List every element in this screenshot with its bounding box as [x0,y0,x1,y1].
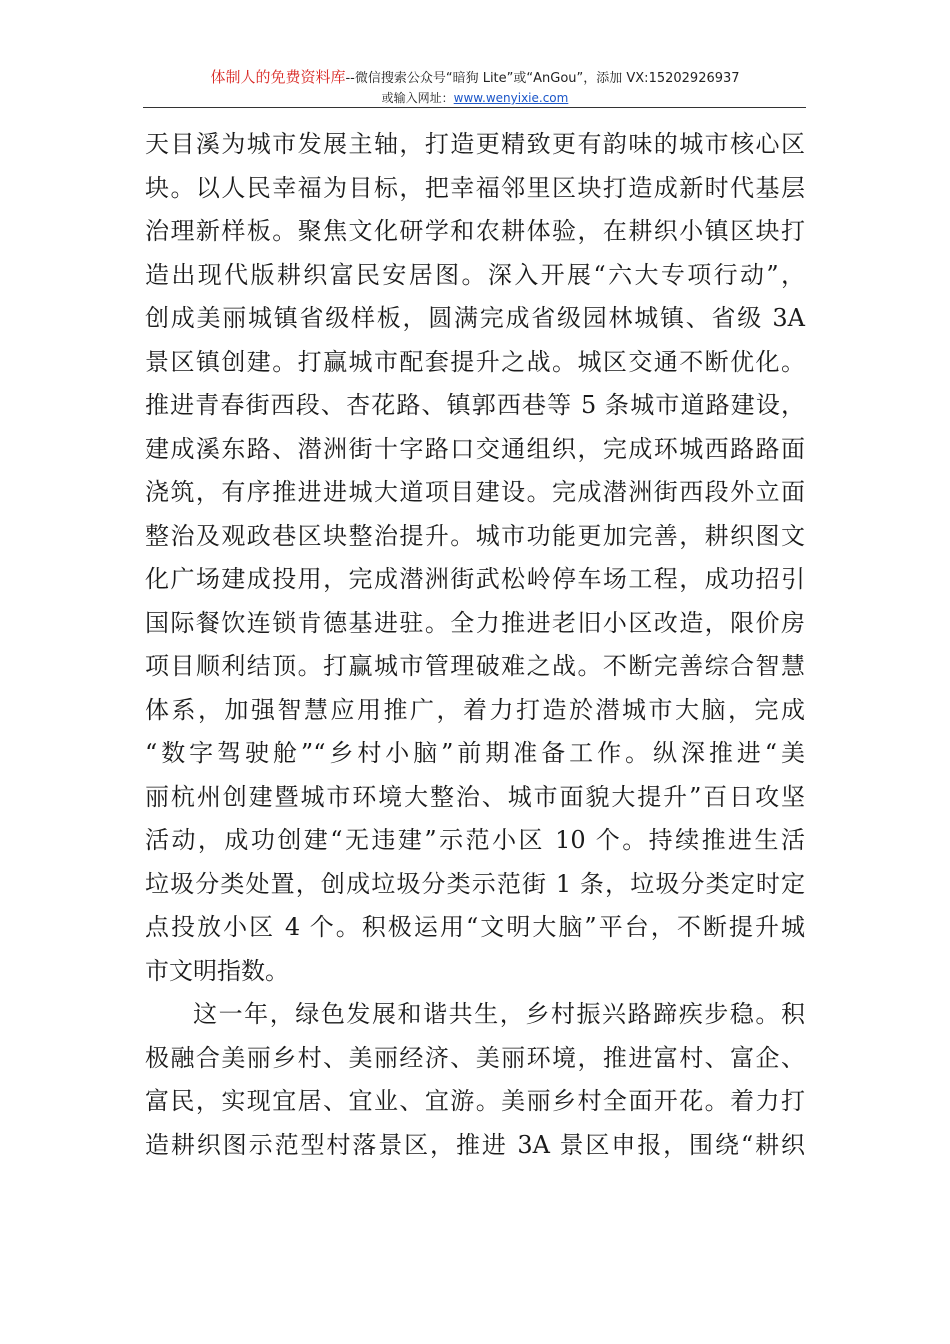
paragraph-line: 造耕织图示范型村落景区，推进 3A 景区申报，围绕“耕织 [145,1130,805,1159]
paragraph-line: 丽杭州创建暨城市环境大整治、城市面貌大提升”百日攻坚 [145,782,805,811]
paragraph-line: 项目顺利结顶。打赢城市管理破难之战。不断完善综合智慧 [145,652,805,680]
header-url-prefix: 或输入网址： [381,91,454,105]
paragraph-line: 化广场建成投用，完成潜洲街武松岭停车场工程，成功招引 [145,565,805,593]
paragraph-line: 天目溪为城市发展主轴，打造更精致更有韵味的城市核心区 [145,130,805,158]
paragraph-line: 浇筑，有序推进进城大道项目建设。完成潜洲街西段外立面 [145,478,805,506]
paragraph-line: “数字驾驶舱”“乡村小脑”前期准备工作。纵深推进“美 [145,739,805,767]
paragraph-line: 点投放小区 4 个。积极运用“文明大脑”平台，不断提升城 [145,913,805,941]
header-info: --微信搜索公众号“暗狗 Lite”或“AnGou”，添加 VX:15202926937 [345,71,740,86]
paragraph-line: 富民，实现宜居、宜业、宜游。美丽乡村全面开花。着力打 [145,1087,805,1115]
paragraph-line: 活动，成功创建“无违建”示范小区 10 个。持续推进生活 [145,826,805,854]
paragraph-line: 造出现代版耕织富民安居图。深入开展“六大专项行动”， [145,260,805,289]
paragraph-line: 市文明指数。 [145,956,289,985]
paragraph-line: 治理新样板。聚焦文化研学和农耕体验，在耕织小镇区块打 [145,217,805,245]
page-header [0,68,950,88]
paragraph-line: 推进青春街西段、杏花路、镇郭西巷等 5 条城市道路建设， [145,391,805,419]
document-body [145,123,805,1167]
paragraph-line: 整治及观政巷区块整治提升。城市功能更加完善，耕织图文 [145,521,805,550]
header-url-line [0,89,950,107]
paragraph-line: 体系，加强智慧应用推广，着力打造於潜城市大脑，完成 [145,695,805,724]
paragraph-line: 垃圾分类处置，创成垃圾分类示范街 1 条，垃圾分类定时定 [145,869,805,898]
paragraph-line: 建成溪东路、潜洲街十字路口交通组织，完成环城西路路面 [145,434,805,463]
header-url-link[interactable]: www.wenyixie.com [453,91,569,105]
paragraph-line: 极融合美丽乡村、美丽经济、美丽环境，推进富村、富企、 [145,1043,805,1072]
header-brand: 体制人的免费资料库 [210,68,346,86]
header-divider [143,107,806,108]
paragraph-line: 块。以人民幸福为目标，把幸福邻里区块打造成新时代基层 [145,173,805,202]
paragraph-line: 创成美丽城镇省级样板，圆满完成省级园林城镇、省级 3A [145,304,805,332]
paragraph-line: 这一年，绿色发展和谐共生，乡村振兴路蹄疾步稳。积 [193,1000,805,1028]
paragraph-line: 景区镇创建。打赢城市配套提升之战。城区交通不断优化。 [145,347,805,376]
paragraph-line: 国际餐饮连锁肯德基进驻。全力推进老旧小区改造，限价房 [145,608,805,637]
